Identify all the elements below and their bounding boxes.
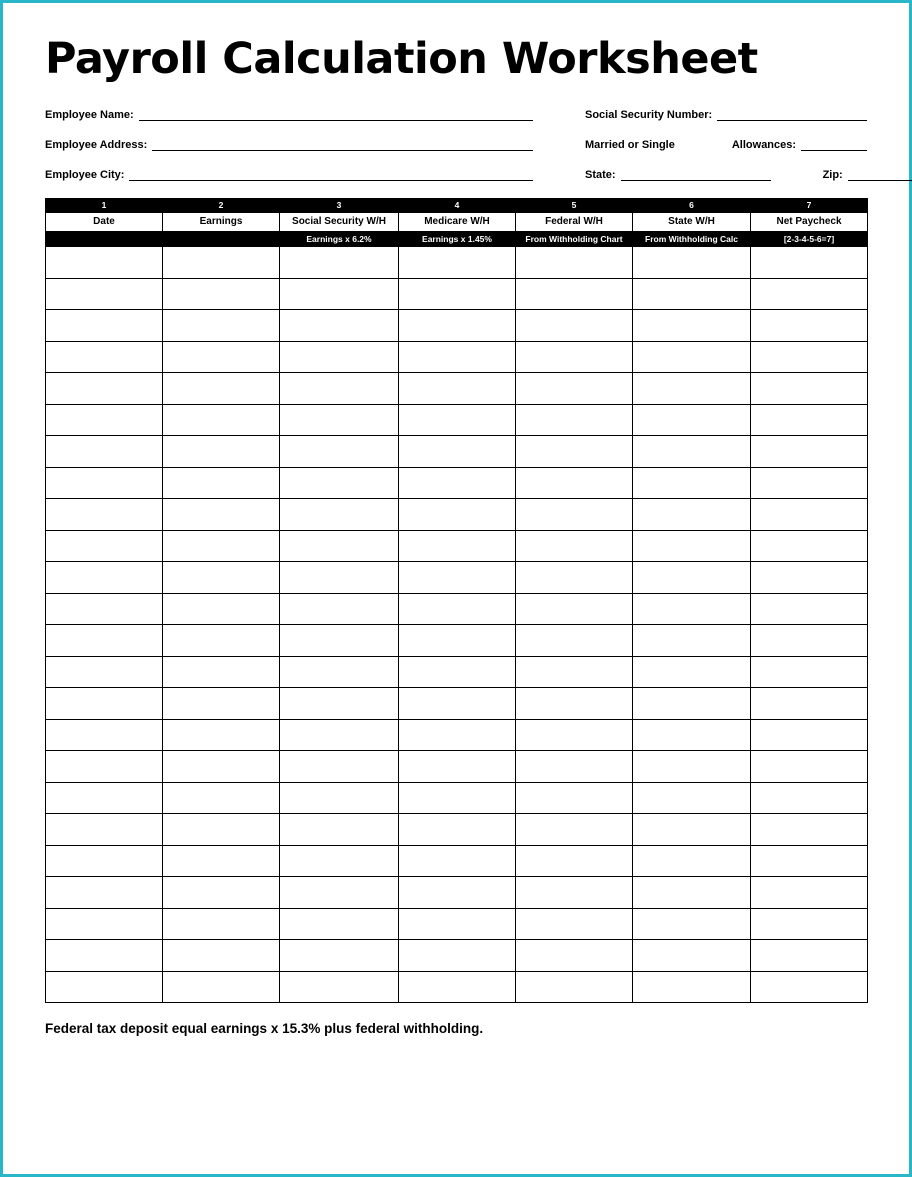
table-cell[interactable] xyxy=(516,467,633,499)
table-cell[interactable] xyxy=(46,247,163,279)
table-row xyxy=(46,373,868,405)
table-cell[interactable] xyxy=(633,656,751,688)
table-cell[interactable] xyxy=(280,782,399,814)
employee-info-block xyxy=(45,108,867,181)
column-formula-net-paycheck: [2-3-4-5-6=7] xyxy=(751,232,868,247)
table-cell[interactable] xyxy=(516,593,633,625)
table-cell[interactable] xyxy=(399,845,516,877)
table-cell[interactable] xyxy=(46,940,163,972)
column-formula-state-wh: From Withholding Calc xyxy=(633,232,751,247)
married-or-single-label[interactable]: Married or Single xyxy=(585,139,675,152)
column-number: 4 xyxy=(399,199,516,213)
table-cell[interactable] xyxy=(399,278,516,310)
table-cell[interactable] xyxy=(751,971,868,1003)
table-cell[interactable] xyxy=(280,814,399,846)
table-row xyxy=(46,278,868,310)
column-number-row xyxy=(46,199,868,213)
table-cell[interactable] xyxy=(751,877,868,909)
table-cell[interactable] xyxy=(163,373,280,405)
info-row-name xyxy=(45,108,867,121)
table-cell[interactable] xyxy=(399,625,516,657)
column-formula-social-security-wh: Earnings x 6.2% xyxy=(280,232,399,247)
table-cell[interactable] xyxy=(516,751,633,783)
state-zip-group xyxy=(585,168,912,181)
table-cell[interactable] xyxy=(46,845,163,877)
table-cell[interactable] xyxy=(280,373,399,405)
table-cell[interactable] xyxy=(633,310,751,342)
column-header-date: Date xyxy=(46,213,163,232)
table-cell[interactable] xyxy=(163,940,280,972)
table-cell[interactable] xyxy=(633,688,751,720)
table-cell[interactable] xyxy=(399,499,516,531)
table-cell[interactable] xyxy=(46,373,163,405)
table-cell[interactable] xyxy=(280,908,399,940)
table-cell[interactable] xyxy=(751,719,868,751)
table-cell[interactable] xyxy=(516,310,633,342)
table-cell[interactable] xyxy=(280,971,399,1003)
column-number: 1 xyxy=(46,199,163,213)
table-cell[interactable] xyxy=(399,467,516,499)
table-cell[interactable] xyxy=(46,310,163,342)
table-cell[interactable] xyxy=(751,625,868,657)
table-cell[interactable] xyxy=(46,278,163,310)
table-cell[interactable] xyxy=(163,499,280,531)
employee-address-field[interactable] xyxy=(45,138,533,151)
married-allowances-group xyxy=(585,138,867,151)
employee-city-label: Employee City: xyxy=(45,169,125,182)
table-row xyxy=(46,814,868,846)
table-cell[interactable] xyxy=(399,404,516,436)
table-cell[interactable] xyxy=(633,278,751,310)
table-cell[interactable] xyxy=(516,656,633,688)
allowances-label: Allowances: xyxy=(731,139,797,152)
ssn-input[interactable] xyxy=(717,108,867,121)
table-cell[interactable] xyxy=(633,751,751,783)
table-cell[interactable] xyxy=(163,656,280,688)
table-cell[interactable] xyxy=(163,719,280,751)
column-number: 5 xyxy=(516,199,633,213)
table-cell[interactable] xyxy=(163,530,280,562)
payroll-table xyxy=(45,198,868,1003)
employee-city-field[interactable] xyxy=(45,168,533,181)
table-row xyxy=(46,751,868,783)
table-cell[interactable] xyxy=(633,499,751,531)
column-number: 3 xyxy=(280,199,399,213)
table-cell[interactable] xyxy=(751,845,868,877)
table-cell[interactable] xyxy=(633,593,751,625)
table-cell[interactable] xyxy=(280,310,399,342)
table-cell[interactable] xyxy=(163,814,280,846)
table-cell[interactable] xyxy=(516,782,633,814)
worksheet-sheet xyxy=(15,15,897,1162)
table-cell[interactable] xyxy=(633,530,751,562)
table-cell[interactable] xyxy=(633,404,751,436)
table-cell[interactable] xyxy=(633,877,751,909)
table-cell[interactable] xyxy=(516,845,633,877)
table-cell[interactable] xyxy=(516,278,633,310)
table-cell[interactable] xyxy=(751,247,868,279)
table-cell[interactable] xyxy=(516,373,633,405)
table-cell[interactable] xyxy=(163,782,280,814)
table-cell[interactable] xyxy=(399,310,516,342)
table-cell[interactable] xyxy=(516,247,633,279)
table-row xyxy=(46,341,868,373)
table-row xyxy=(46,971,868,1003)
table-cell[interactable] xyxy=(46,467,163,499)
table-cell[interactable] xyxy=(751,278,868,310)
table-cell[interactable] xyxy=(751,814,868,846)
column-number: 7 xyxy=(751,199,868,213)
column-header-federal-wh: Federal W/H xyxy=(516,213,633,232)
table-row xyxy=(46,247,868,279)
table-cell[interactable] xyxy=(280,436,399,468)
table-cell[interactable] xyxy=(751,908,868,940)
column-formula-earnings xyxy=(163,232,280,247)
table-cell[interactable] xyxy=(46,656,163,688)
table-cell[interactable] xyxy=(163,593,280,625)
table-cell[interactable] xyxy=(163,625,280,657)
table-cell[interactable] xyxy=(751,373,868,405)
table-cell[interactable] xyxy=(46,404,163,436)
table-cell[interactable] xyxy=(163,688,280,720)
table-cell[interactable] xyxy=(280,247,399,279)
table-cell[interactable] xyxy=(399,940,516,972)
payroll-table-body xyxy=(46,247,868,1003)
table-cell[interactable] xyxy=(46,499,163,531)
column-formula-medicare-wh: Earnings x 1.45% xyxy=(399,232,516,247)
table-cell[interactable] xyxy=(633,436,751,468)
table-cell[interactable] xyxy=(751,467,868,499)
table-cell[interactable] xyxy=(751,940,868,972)
table-cell[interactable] xyxy=(280,593,399,625)
zip-label: Zip: xyxy=(822,169,843,182)
table-cell[interactable] xyxy=(280,656,399,688)
table-cell[interactable] xyxy=(163,436,280,468)
table-cell[interactable] xyxy=(399,341,516,373)
table-row xyxy=(46,908,868,940)
table-row xyxy=(46,877,868,909)
table-cell[interactable] xyxy=(163,877,280,909)
table-cell[interactable] xyxy=(399,530,516,562)
employee-name-field[interactable] xyxy=(45,108,533,121)
allowances-input[interactable] xyxy=(801,138,867,151)
table-cell[interactable] xyxy=(46,719,163,751)
table-cell[interactable] xyxy=(516,719,633,751)
table-cell[interactable] xyxy=(163,467,280,499)
table-row xyxy=(46,562,868,594)
table-cell[interactable] xyxy=(751,751,868,783)
table-cell[interactable] xyxy=(751,593,868,625)
table-cell[interactable] xyxy=(280,404,399,436)
table-row xyxy=(46,656,868,688)
table-cell[interactable] xyxy=(751,341,868,373)
footnote-text: Federal tax deposit equal earnings x 15.3% plus federal withholding. xyxy=(45,1021,484,1037)
table-cell[interactable] xyxy=(751,562,868,594)
info-row-city xyxy=(45,168,867,181)
column-formula-row xyxy=(46,232,868,247)
table-row xyxy=(46,782,868,814)
table-cell[interactable] xyxy=(280,278,399,310)
employee-address-label: Employee Address: xyxy=(45,139,148,152)
table-cell[interactable] xyxy=(516,404,633,436)
table-cell[interactable] xyxy=(516,436,633,468)
table-cell[interactable] xyxy=(46,436,163,468)
column-header-state-wh: State W/H xyxy=(633,213,751,232)
table-cell[interactable] xyxy=(516,814,633,846)
table-cell[interactable] xyxy=(163,751,280,783)
column-header-social-security-wh: Social Security W/H xyxy=(280,213,399,232)
table-cell[interactable] xyxy=(399,814,516,846)
table-cell[interactable] xyxy=(46,971,163,1003)
table-cell[interactable] xyxy=(46,688,163,720)
table-cell[interactable] xyxy=(399,436,516,468)
table-cell[interactable] xyxy=(633,845,751,877)
table-cell[interactable] xyxy=(399,751,516,783)
table-cell[interactable] xyxy=(633,562,751,594)
table-cell[interactable] xyxy=(633,971,751,1003)
table-row xyxy=(46,688,868,720)
table-cell[interactable] xyxy=(633,782,751,814)
table-cell[interactable] xyxy=(751,436,868,468)
table-cell[interactable] xyxy=(633,908,751,940)
table-cell[interactable] xyxy=(46,593,163,625)
table-row xyxy=(46,625,868,657)
table-cell[interactable] xyxy=(751,656,868,688)
table-cell[interactable] xyxy=(516,940,633,972)
table-cell[interactable] xyxy=(751,782,868,814)
table-cell[interactable] xyxy=(751,499,868,531)
table-cell[interactable] xyxy=(633,247,751,279)
table-cell[interactable] xyxy=(633,373,751,405)
table-cell[interactable] xyxy=(399,877,516,909)
table-cell[interactable] xyxy=(516,562,633,594)
table-row xyxy=(46,593,868,625)
table-cell[interactable] xyxy=(399,688,516,720)
table-cell[interactable] xyxy=(163,404,280,436)
table-cell[interactable] xyxy=(633,467,751,499)
table-cell[interactable] xyxy=(163,247,280,279)
table-cell[interactable] xyxy=(163,310,280,342)
employee-name-input[interactable] xyxy=(139,108,533,121)
payroll-table-head xyxy=(46,199,868,247)
info-row-address xyxy=(45,138,867,151)
table-row xyxy=(46,467,868,499)
table-cell[interactable] xyxy=(751,688,868,720)
state-input[interactable] xyxy=(621,168,771,181)
table-cell[interactable] xyxy=(46,341,163,373)
table-row xyxy=(46,499,868,531)
table-cell[interactable] xyxy=(163,341,280,373)
table-cell[interactable] xyxy=(280,467,399,499)
table-cell[interactable] xyxy=(163,908,280,940)
table-cell[interactable] xyxy=(399,908,516,940)
table-cell[interactable] xyxy=(163,562,280,594)
table-cell[interactable] xyxy=(280,877,399,909)
table-cell[interactable] xyxy=(516,908,633,940)
column-header-earnings: Earnings xyxy=(163,213,280,232)
table-cell[interactable] xyxy=(46,562,163,594)
table-cell[interactable] xyxy=(46,908,163,940)
table-cell[interactable] xyxy=(46,782,163,814)
zip-input[interactable] xyxy=(848,168,912,181)
table-cell[interactable] xyxy=(399,373,516,405)
table-cell[interactable] xyxy=(516,688,633,720)
table-cell[interactable] xyxy=(163,278,280,310)
table-cell[interactable] xyxy=(516,499,633,531)
table-cell[interactable] xyxy=(633,814,751,846)
table-cell[interactable] xyxy=(751,404,868,436)
table-cell[interactable] xyxy=(399,656,516,688)
table-row xyxy=(46,436,868,468)
table-cell[interactable] xyxy=(516,877,633,909)
table-cell[interactable] xyxy=(46,625,163,657)
column-number: 2 xyxy=(163,199,280,213)
employee-address-input[interactable] xyxy=(152,138,533,151)
table-row xyxy=(46,845,868,877)
table-cell[interactable] xyxy=(280,751,399,783)
table-cell[interactable] xyxy=(633,341,751,373)
table-cell[interactable] xyxy=(751,530,868,562)
ssn-label: Social Security Number: xyxy=(585,109,713,122)
table-cell[interactable] xyxy=(399,593,516,625)
table-cell[interactable] xyxy=(399,782,516,814)
table-cell[interactable] xyxy=(516,625,633,657)
table-cell[interactable] xyxy=(516,971,633,1003)
column-header-net-paycheck: Net Paycheck xyxy=(751,213,868,232)
table-cell[interactable] xyxy=(280,845,399,877)
table-cell[interactable] xyxy=(280,341,399,373)
table-row xyxy=(46,310,868,342)
table-cell[interactable] xyxy=(516,341,633,373)
table-cell[interactable] xyxy=(46,530,163,562)
table-cell[interactable] xyxy=(46,814,163,846)
column-header-row xyxy=(46,213,868,232)
table-cell[interactable] xyxy=(751,310,868,342)
table-cell[interactable] xyxy=(46,877,163,909)
column-formula-date xyxy=(46,232,163,247)
table-cell[interactable] xyxy=(280,940,399,972)
ssn-field[interactable] xyxy=(585,108,867,121)
table-cell[interactable] xyxy=(280,499,399,531)
table-row xyxy=(46,530,868,562)
table-cell[interactable] xyxy=(516,530,633,562)
table-cell[interactable] xyxy=(633,940,751,972)
table-row xyxy=(46,940,868,972)
table-cell[interactable] xyxy=(280,719,399,751)
employee-city-input[interactable] xyxy=(129,168,533,181)
table-cell[interactable] xyxy=(163,971,280,1003)
table-row xyxy=(46,404,868,436)
employee-name-label: Employee Name: xyxy=(45,109,134,122)
table-cell[interactable] xyxy=(633,719,751,751)
table-cell[interactable] xyxy=(280,530,399,562)
table-cell[interactable] xyxy=(399,719,516,751)
column-header-medicare-wh: Medicare W/H xyxy=(399,213,516,232)
table-row xyxy=(46,719,868,751)
table-cell[interactable] xyxy=(46,751,163,783)
column-formula-federal-wh: From Withholding Chart xyxy=(516,232,633,247)
table-cell[interactable] xyxy=(399,247,516,279)
table-cell[interactable] xyxy=(399,971,516,1003)
table-cell[interactable] xyxy=(280,562,399,594)
table-cell[interactable] xyxy=(399,562,516,594)
column-number: 6 xyxy=(633,199,751,213)
table-cell[interactable] xyxy=(163,845,280,877)
page-title: Payroll Calculation Worksheet xyxy=(45,34,758,84)
table-cell[interactable] xyxy=(280,625,399,657)
table-cell[interactable] xyxy=(280,688,399,720)
table-cell[interactable] xyxy=(633,625,751,657)
state-label: State: xyxy=(585,169,616,182)
